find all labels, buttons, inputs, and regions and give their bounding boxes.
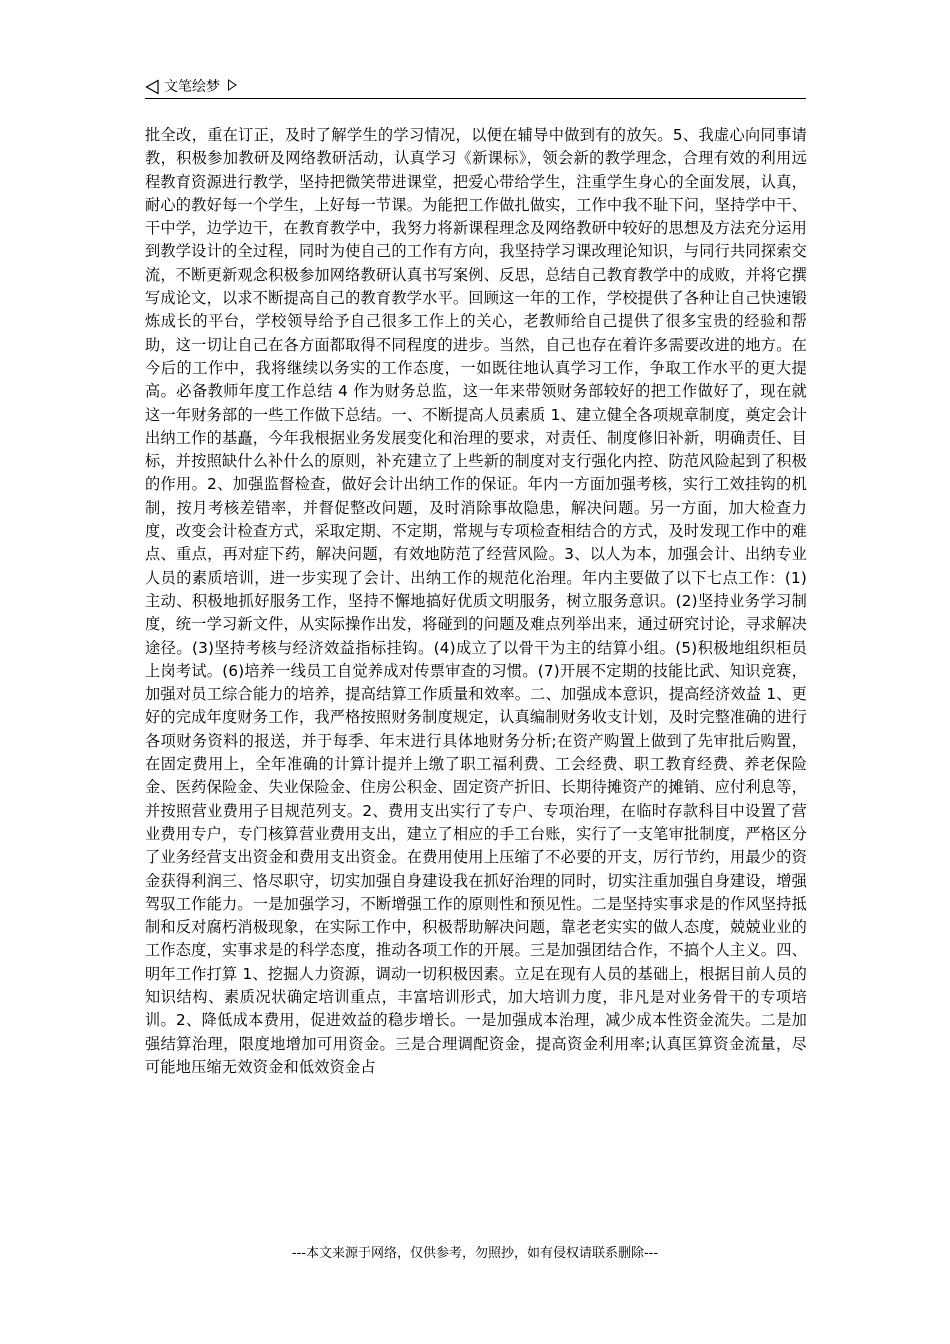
triangle-left-outline-icon <box>145 79 159 95</box>
body-paragraph: 批全改，重在订正，及时了解学生的学习情况，以便在辅导中做到有的放矢。5、我虚心向同事请教，积极参加教研及网络教研活动，认真学习《新课标》，领会新的教学理念，合理有效的利用远程教育资源进行教学，坚持把微笑带进课堂，把爱心带给学生，注重学生身心的全面发展，认真，耐心的教好每一个学生，上好每一节课。为能把工作做扎做实，工作中我不耻下问，坚持学中干、干中学，边学边干，在教育教学中，我努力将新课程理念及网络教研中较好的思想及方法充分运用到教学设计的全过程，同时为使自己的工作有方向，我坚持学习课改理论知识，与同行共同探索交流，不断更新观念积极参加网络教研认真书写案例、反思，总结自己教育教学中的成败，并将它撰写成论文，以求不断提高自己的教育教学水平。回顾这一年的工作，学校提供了各种让自己快速锻炼成长的平台，学校领导给予自己很多工作上的关心，老教师给自己提供了很多宝贵的经验和帮助，这一切让自己在各方面都取得不同程度的进步。当然，自己也存在着许多需要改进的地方。在今后的工作中，我将继续以务实的工作态度，一如既往地认真学习工作，争取工作水平的更大提高。必备教师年度工作总结 4 作为财务总监，这一年来带领财务部较好的把工作做好了，现在就这一年财务部的一些工作做下总结。一、不断提高人员素质 1、建立健全各项规章制度，奠定会计出纳工作的基矗，今年我根据业务发展变化和治理的要求，对责任、制度修旧补新，明确责任、目标，并按照缺什么补什么的原则，补充建立了上些新的制度对支行强化内控、防范风险起到了积极的作用。2、加强监督检查，做好会计出纳工作的保证。年内一方面加强考核，实行工效挂钩的机制，按月考核差错率，并督促整改问题，及时消除事故隐患，解决问题。另一方面，加大检查力度，改变会计检查方式，采取定期、不定期，常规与专项检查相结合的方式，及时发现工作中的难点、重点，再对症下药，解决问题，有效地防范了经营风险。3、以人为本，加强会计、出纳专业人员的素质培训，进一步实现了会计、出纳工作的规范化治理。年内主要做了以下七点工作：(1)主动、积极地抓好服务工作，坚持不懈地搞好优质文明服务，树立服务意识。(2)坚持业务学习制度，统一学习新文件，从实际操作出发，将碰到的问题及难点列举出来，通过研究讨论，寻求解决途径。(3)坚持考核与经济效益指标挂钩。(4)成立了以骨干为主的结算小组。(5)积极地组织柜员上岗考试。(6)培养一线员工自觉养成对传票审查的习惯。(7)开展不定期的技能比武、知识竞赛，加强对员工综合能力的培养，提高结算工作质量和效率。二、加强成本意识，提高经济效益 1、更好的完成年度财务工作，我严格按照财务制度规定，认真编制财务收支计划，及时完整准确的进行各项财务资料的报送，并于每季、年末进行具体地财务分析;在资产购置上做到了先审批后购置，在固定费用上，全年准确的计算计提并上缴了职工福利费、工会经费、职工教育经费、养老保险金、医药保险金、失业保险金、住房公积金、固定资产折旧、长期待摊资产的摊销、应付利息等，并按照营业费用子目规范列支。2、费用支出实行了专户、专项治理，在临时存款科目中设置了营业费用专户，专门核算营业费用支出，建立了相应的手工台账，实行了一支笔审批制度，严格区分了业务经营支出资金和费用支出资金。在费用使用上压缩了不必要的开支，厉行节约，用最少的资金获得利润三、恪尽职守，切实加强自身建设我在抓好治理的同时，切实注重加强自身建设，增强驾驭工作能力。一是加强学习，不断增强工作的原则性和预见性。二是坚持实事求是的作风坚持抵制和反对腐朽消极现象，在实际工作中，积极帮助解决问题，靠老老实实的做人态度，兢兢业业的工作态度，实事求是的科学态度，推动各项工作的开展。三是加强团结合作，不搞个人主义。四、明年工作打算 1、挖掘人力资源，调动一切积极因素。立足在现有人员的基础上，根据目前人员的知识结构、素质况状确定培训重点，丰富培训形式，加大培训力度，非凡是对业务骨干的专项培训。2、降低成本费用，促进效益的稳步增长。一是加强成本治理，减少成本性资金流失。二是加强结算治理，限度地增加可用资金。三是合理调配资金，提高资金利用率;认真匡算资金流量，尽可能地压缩无效资金和低效资金占 <box>145 126 807 1076</box>
footer-disclaimer: ---本文来源于网络，仅供参考，勿照抄，如有侵权请联系删除--- <box>291 1246 659 1261</box>
page-header <box>145 76 806 99</box>
header-title: 文笔绘梦 <box>164 79 220 95</box>
triangle-right-outline-icon <box>227 79 237 91</box>
